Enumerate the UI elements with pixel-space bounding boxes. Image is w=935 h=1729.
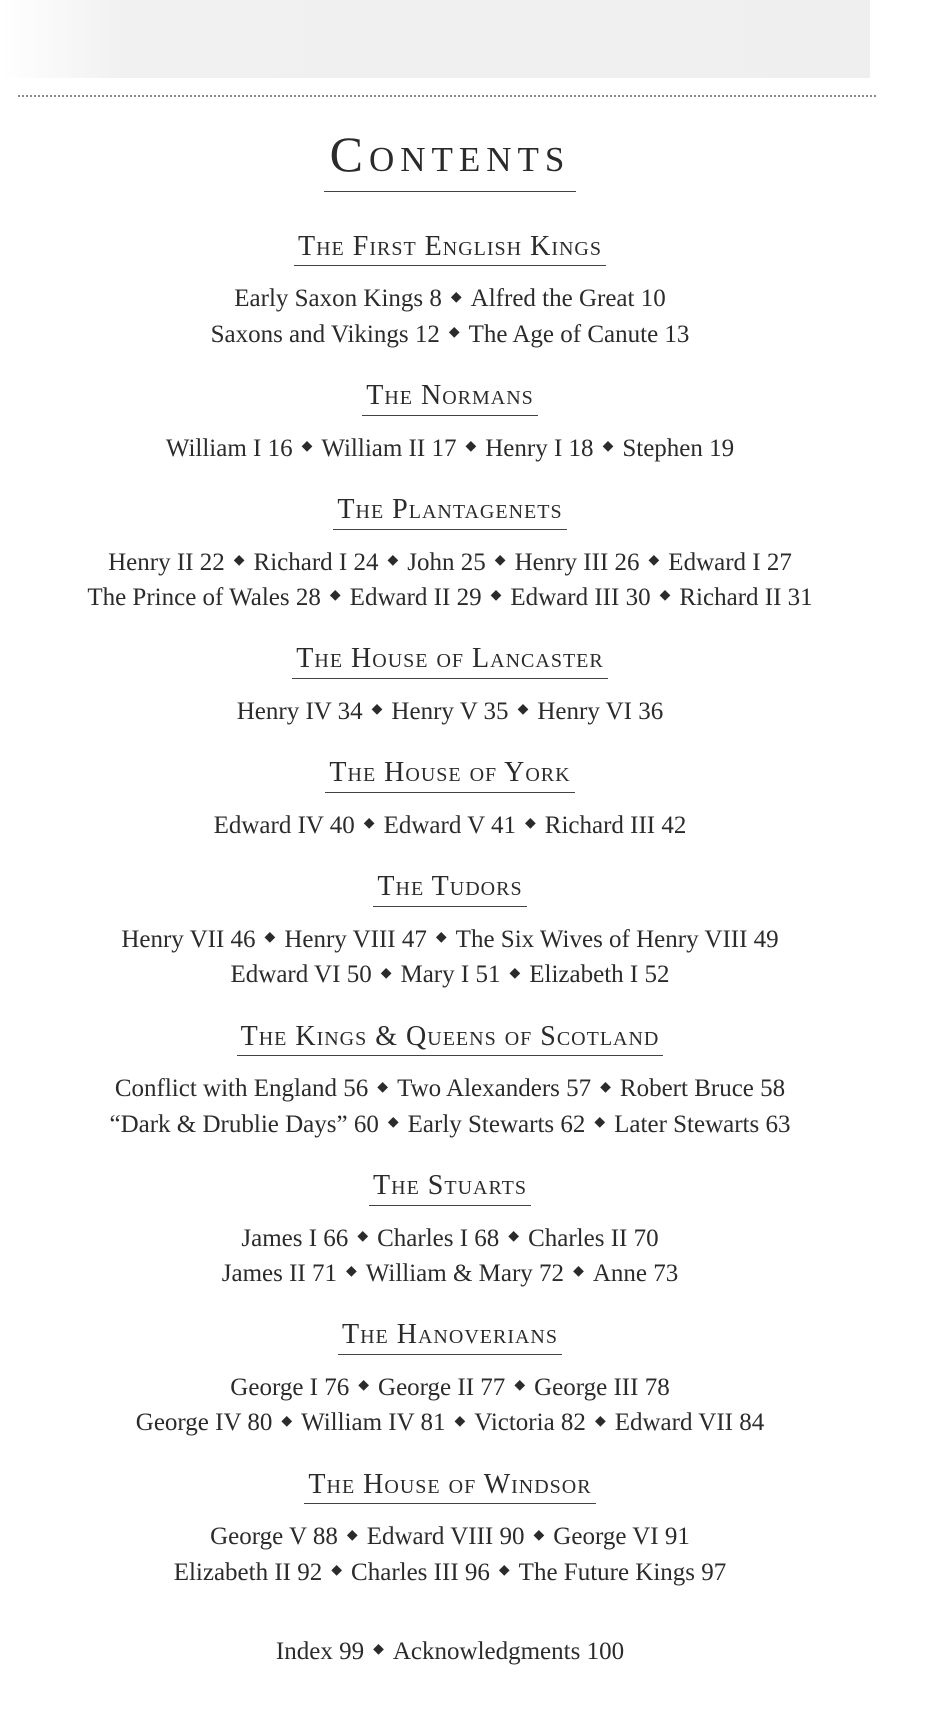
diamond-separator-icon: ◆ (494, 552, 506, 568)
section-heading: The Kings & Queens of Scotland (237, 1022, 664, 1057)
toc-entry[interactable]: Victoria 82 (474, 1409, 586, 1437)
toc-entry[interactable]: Henry IV 34 (236, 698, 363, 726)
diamond-separator-icon: ◆ (346, 1264, 357, 1280)
toc-section (0, 1022, 900, 1143)
toc-section (0, 495, 900, 616)
toc-entry[interactable]: Elizabeth I 52 (529, 961, 670, 989)
diamond-separator-icon: ◆ (377, 1079, 389, 1095)
section-heading: The Stuarts (369, 1171, 531, 1206)
toc-section (0, 381, 900, 467)
diamond-separator-icon: ◆ (331, 1562, 343, 1578)
toc-entry[interactable]: Henry V 35 (391, 698, 509, 726)
toc-entry[interactable]: The Six Wives of Henry VIII 49 (455, 926, 779, 954)
diamond-separator-icon: ◆ (346, 1527, 358, 1543)
toc-line (0, 695, 900, 730)
toc-line (0, 809, 900, 844)
toc-entry[interactable]: Charles III 96 (351, 1558, 490, 1586)
toc-section (0, 232, 900, 353)
diamond-separator-icon: ◆ (387, 552, 399, 568)
toc-entry[interactable]: George VI 91 (553, 1523, 690, 1551)
toc-line (0, 1371, 900, 1406)
toc-entry[interactable]: James II 71 (221, 1260, 337, 1288)
toc-entry[interactable]: Edward II 29 (349, 583, 482, 611)
section-heading: The Tudors (373, 872, 526, 907)
toc-section (0, 644, 900, 730)
toc-entry[interactable]: Edward VIII 90 (366, 1523, 525, 1551)
toc-entry[interactable]: William IV 81 (301, 1409, 446, 1437)
toc-entry[interactable]: Early Stewarts 62 (407, 1110, 586, 1138)
diamond-separator-icon: ◆ (600, 1079, 611, 1095)
toc-entry[interactable]: Henry VI 36 (537, 698, 664, 726)
toc-entry[interactable]: Henry VII 46 (121, 926, 256, 954)
section-heading: The Normans (362, 381, 538, 416)
toc-line (0, 1108, 900, 1143)
diamond-separator-icon: ◆ (357, 1229, 369, 1245)
dotted-divider (18, 95, 876, 97)
section-heading: The House of Lancaster (292, 644, 607, 679)
toc-entry[interactable]: Conflict with England 56 (114, 1075, 369, 1103)
toc-entry[interactable]: John 25 (407, 548, 486, 576)
diamond-separator-icon: ◆ (648, 552, 660, 568)
toc-entry[interactable]: George II 77 (378, 1374, 506, 1402)
toc-section (0, 1470, 900, 1591)
toc-section (0, 1320, 900, 1441)
toc-entry[interactable]: George I 76 (230, 1374, 350, 1402)
toc-entry[interactable]: George V 88 (210, 1523, 338, 1551)
toc-section (0, 872, 900, 993)
toc-entry[interactable]: Edward VII 84 (614, 1409, 765, 1437)
toc-entry[interactable]: George III 78 (534, 1374, 670, 1402)
diamond-separator-icon: ◆ (264, 930, 276, 946)
section-heading: The Plantagenets (333, 495, 566, 530)
toc-entry[interactable]: George IV 80 (135, 1409, 273, 1437)
toc-entry[interactable]: Index 99 (275, 1637, 365, 1665)
toc-entry[interactable]: Charles I 68 (377, 1224, 500, 1252)
toc-entry[interactable]: William & Mary 72 (365, 1260, 565, 1288)
toc-entry[interactable]: Richard III 42 (544, 812, 687, 840)
page-title: Contents (324, 128, 577, 192)
toc-entry[interactable]: The Age of Canute 13 (468, 320, 690, 348)
toc-entry[interactable]: Elizabeth II 92 (173, 1558, 323, 1586)
toc-entry[interactable]: Mary I 51 (400, 961, 501, 989)
toc-entry[interactable]: Saxons and Vikings 12 (210, 320, 440, 348)
toc-entry[interactable]: Alfred the Great 10 (470, 285, 666, 313)
diamond-separator-icon: ◆ (373, 1642, 384, 1658)
sections-list (0, 232, 900, 1591)
toc-entry[interactable]: Acknowledgments 100 (392, 1637, 625, 1665)
diamond-separator-icon: ◆ (498, 1562, 510, 1578)
toc-line (0, 282, 900, 317)
toc-line (0, 1222, 900, 1257)
diamond-separator-icon: ◆ (573, 1264, 584, 1280)
section-heading: The Hanoverians (338, 1320, 562, 1355)
diamond-separator-icon: ◆ (465, 438, 477, 454)
diamond-separator-icon: ◆ (301, 438, 313, 454)
toc-entry[interactable]: Henry VIII 47 (284, 926, 427, 954)
toc-line (0, 1556, 900, 1591)
diamond-separator-icon: ◆ (448, 324, 460, 340)
toc-entry[interactable]: Stephen 19 (622, 434, 735, 462)
diamond-separator-icon: ◆ (514, 1378, 526, 1394)
diamond-separator-icon: ◆ (371, 702, 383, 718)
toc-line (0, 1520, 900, 1555)
toc-entry[interactable]: Later Stewarts 63 (614, 1110, 791, 1138)
toc-entry[interactable]: The Future Kings 97 (518, 1558, 727, 1586)
toc-entry[interactable]: William II 17 (321, 434, 457, 462)
diamond-separator-icon: ◆ (509, 965, 521, 981)
toc-line (0, 958, 900, 993)
toc-entry[interactable]: The Prince of Wales 28 (87, 583, 321, 611)
toc-entry[interactable]: Charles II 70 (528, 1224, 659, 1252)
toc-line (0, 318, 900, 353)
diamond-separator-icon: ◆ (435, 930, 447, 946)
diamond-separator-icon: ◆ (533, 1527, 545, 1543)
toc-line (0, 546, 900, 581)
diamond-separator-icon: ◆ (594, 1115, 606, 1130)
toc-entry[interactable]: William I 16 (165, 434, 293, 462)
diamond-separator-icon: ◆ (517, 702, 529, 718)
diamond-separator-icon: ◆ (233, 552, 245, 568)
diamond-separator-icon: ◆ (380, 965, 392, 981)
section-heading: The First English Kings (294, 232, 606, 267)
toc-entry[interactable]: Richard I 24 (253, 548, 379, 576)
toc-entry[interactable]: Edward V 41 (383, 812, 516, 840)
diamond-separator-icon: ◆ (508, 1229, 520, 1245)
toc-entry[interactable]: Edward I 27 (668, 548, 792, 576)
diamond-separator-icon: ◆ (602, 438, 614, 454)
toc-entry[interactable]: James I 66 (241, 1224, 349, 1252)
section-heading: The House of York (325, 758, 574, 793)
diamond-separator-icon: ◆ (454, 1413, 466, 1429)
toc-line (0, 1257, 900, 1292)
diamond-separator-icon: ◆ (358, 1378, 370, 1394)
contents-page (0, 128, 900, 1670)
diamond-separator-icon: ◆ (363, 816, 375, 832)
diamond-separator-icon: ◆ (524, 816, 536, 832)
toc-entry[interactable]: Edward VI 50 (230, 961, 372, 989)
footer-entries (0, 1635, 900, 1670)
section-heading: The House of Windsor (304, 1470, 595, 1505)
toc-entry[interactable]: Henry I 18 (485, 434, 594, 462)
toc-entry[interactable]: Edward III 30 (510, 583, 651, 611)
diamond-separator-icon: ◆ (329, 588, 341, 604)
diamond-separator-icon: ◆ (387, 1115, 399, 1130)
toc-line (0, 1406, 900, 1441)
diamond-separator-icon: ◆ (450, 289, 462, 305)
diamond-separator-icon: ◆ (490, 588, 502, 604)
toc-entry[interactable]: Richard II 31 (679, 583, 813, 611)
top-shaded-band (0, 0, 870, 78)
toc-entry[interactable]: Henry II 22 (108, 548, 225, 576)
toc-line (0, 432, 900, 467)
toc-section (0, 758, 900, 844)
toc-entry[interactable]: Early Saxon Kings 8 (234, 285, 442, 313)
toc-section (0, 1171, 900, 1292)
diamond-separator-icon: ◆ (659, 588, 671, 604)
toc-entry[interactable]: Anne 73 (592, 1260, 679, 1288)
toc-entry[interactable]: “Dark & Drublie Days” 60 (109, 1110, 379, 1138)
toc-line (0, 581, 900, 616)
toc-entry[interactable]: Henry III 26 (514, 548, 640, 576)
toc-line (0, 1072, 900, 1107)
toc-entry[interactable]: Two Alexanders 57 (397, 1075, 592, 1103)
toc-entry[interactable]: Edward IV 40 (213, 812, 355, 840)
toc-entry[interactable]: Robert Bruce 58 (619, 1075, 786, 1103)
toc-line (0, 923, 900, 958)
diamond-separator-icon: ◆ (281, 1413, 293, 1429)
diamond-separator-icon: ◆ (594, 1413, 606, 1429)
